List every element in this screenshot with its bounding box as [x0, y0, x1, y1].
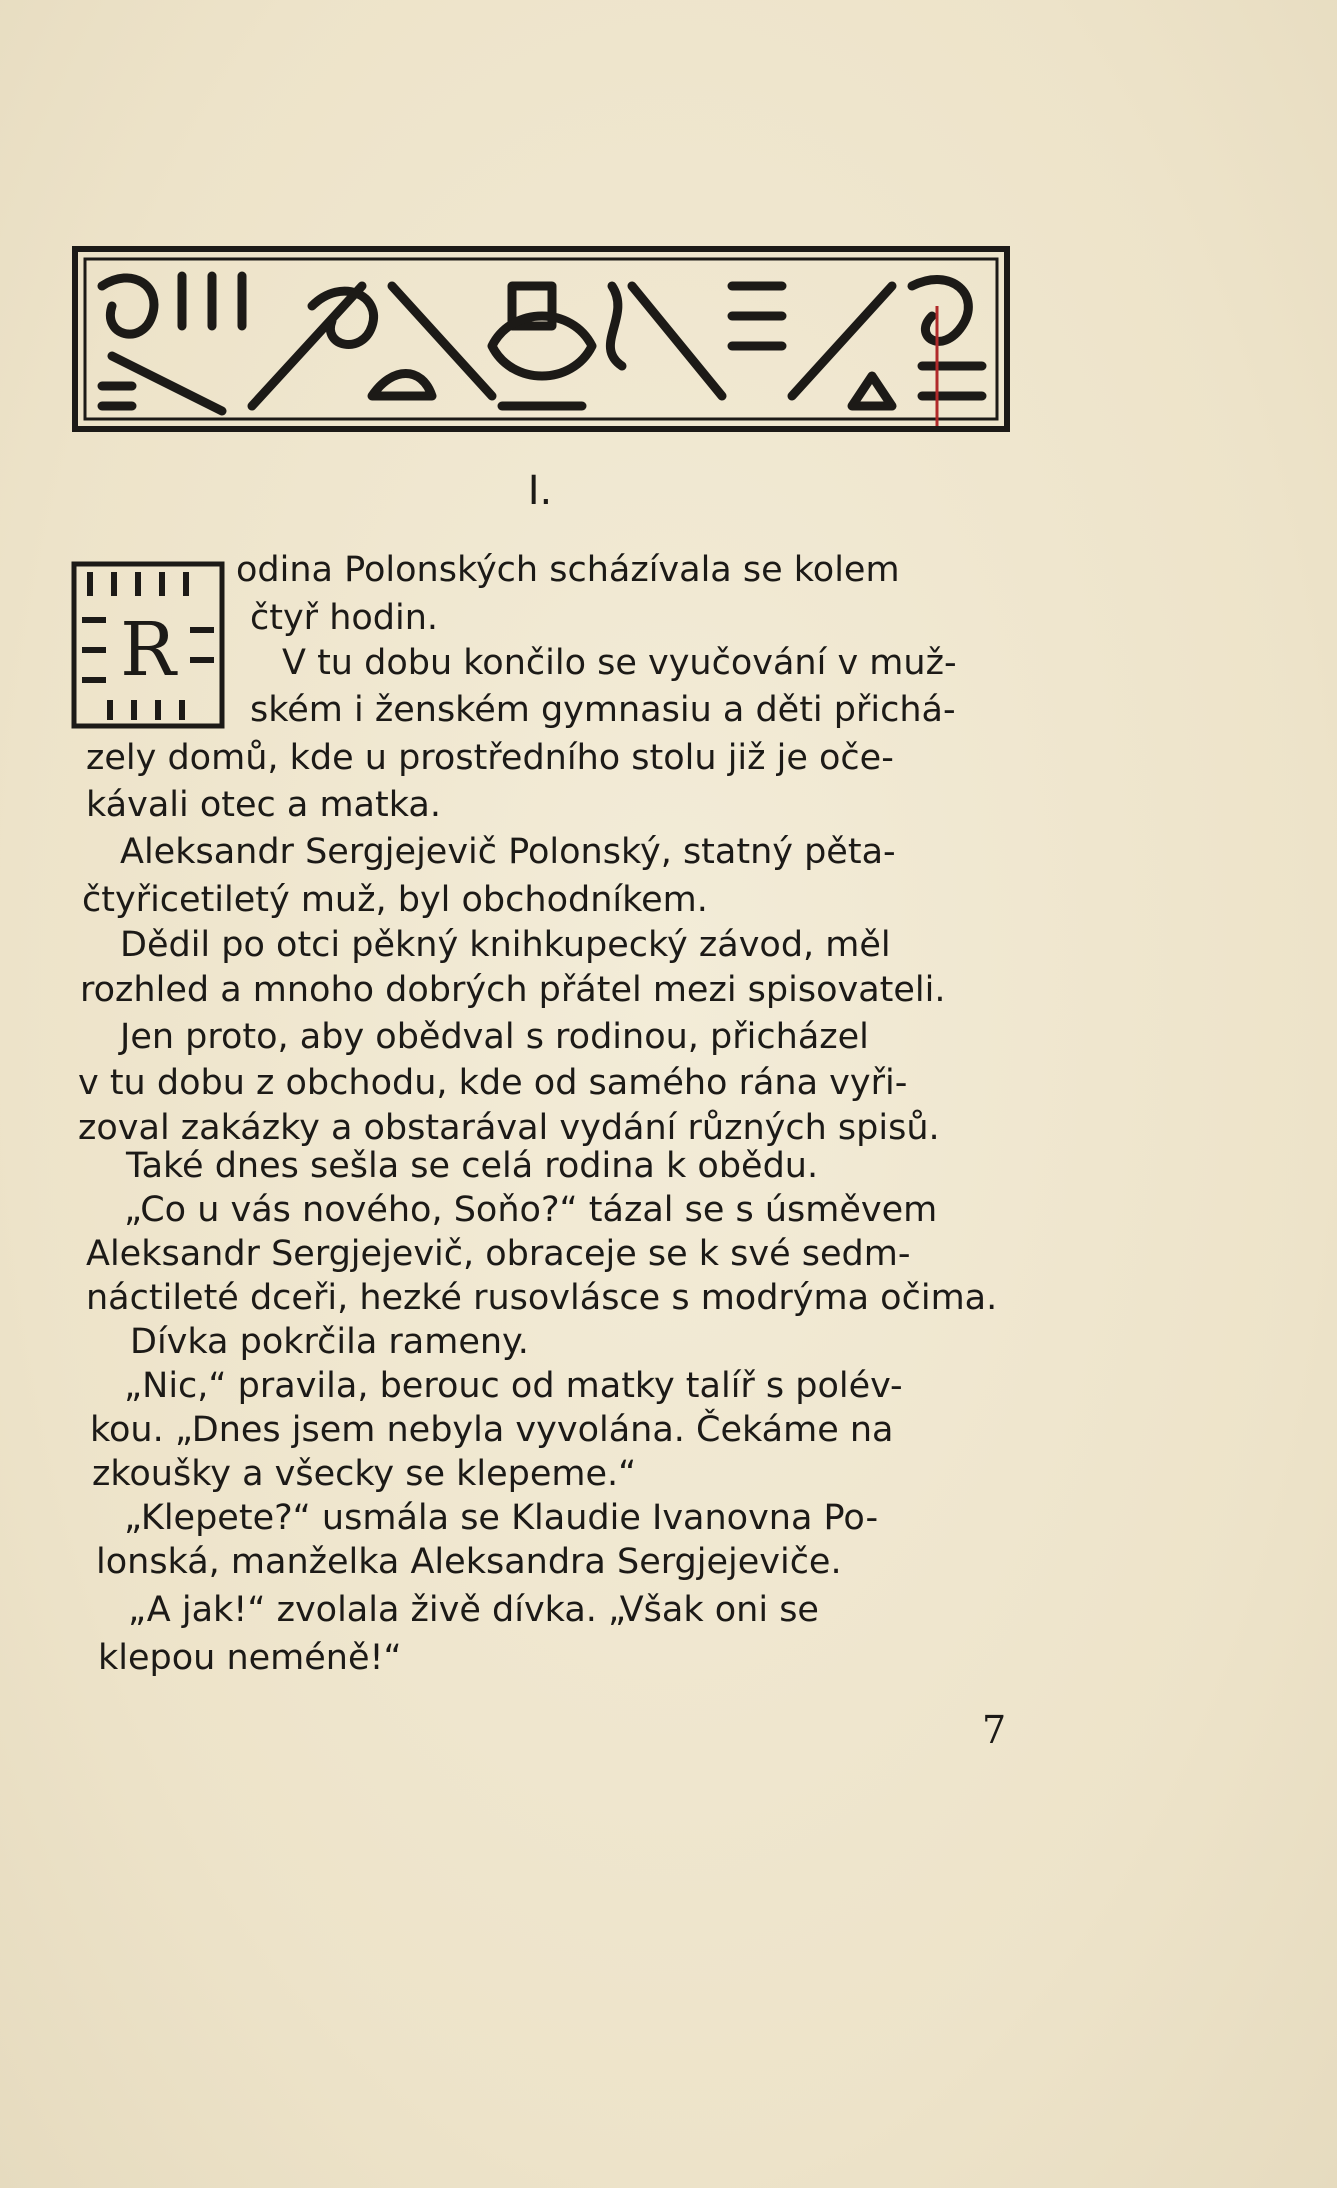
text-line: V tu dobu končilo se vyučování v muž-	[282, 643, 957, 683]
text-line: „A jak!“ zvolala živě dívka. „Však oni se	[128, 1590, 819, 1630]
text-line: čtyř hodin.	[250, 598, 439, 638]
text-line: ském i ženském gymnasiu a děti přichá-	[250, 690, 956, 730]
text-line: Dědil po otci pěkný knihkupecký závod, měl	[120, 925, 891, 965]
ornament-header	[72, 246, 1010, 432]
text-line: rozhled a mnoho dobrých přátel mezi spisovateli.	[80, 970, 946, 1010]
text-line: lonská, manželka Aleksandra Sergjejeviče.	[96, 1542, 842, 1582]
text-line: Jen proto, aby obědval s rodinou, přicházel	[120, 1017, 869, 1057]
page-number: 7	[982, 1708, 1007, 1752]
text-line: zely domů, kde u prostředního stolu již je oče-	[86, 738, 894, 778]
text-line: náctileté dceři, hezké rusovlásce s modrýma očima.	[86, 1278, 998, 1318]
text-line: odina Polonských scházívala se kolem	[236, 550, 900, 590]
text-line: „Klepete?“ usmála se Klaudie Ivanovna Po-	[124, 1498, 879, 1538]
dropcap-letter: R	[120, 607, 176, 693]
text-line: Také dnes sešla se celá rodina k obědu.	[126, 1146, 819, 1186]
text-line: zkoušky a všecky se klepeme.“	[92, 1454, 637, 1494]
text-line: zoval zakázky a obstarával vydání různých spisů.	[78, 1108, 940, 1148]
text-line: čtyřicetiletý muž, byl obchodníkem.	[82, 880, 708, 920]
text-line: „Nic,“ pravila, berouc od matky talíř s polév-	[124, 1366, 903, 1406]
chapter-number: I.	[527, 468, 553, 514]
text-line: v tu dobu z obchodu, kde od samého rána vyři-	[78, 1063, 908, 1103]
text-line: Aleksandr Sergjejevič Polonský, statný pěta-	[120, 832, 896, 872]
dropcap-initial	[70, 560, 226, 730]
text-line: Dívka pokrčila rameny.	[130, 1322, 529, 1362]
text-line: klepou neméně!“	[98, 1638, 402, 1678]
text-line: kávali otec a matka.	[86, 785, 441, 825]
text-line: Aleksandr Sergjejevič, obraceje se k své sedm-	[86, 1234, 911, 1274]
text-line: „Co u vás nového, Soňo?“ tázal se s úsměvem	[124, 1190, 938, 1230]
text-line: kou. „Dnes jsem nebyla vyvolána. Čekáme na	[90, 1410, 894, 1450]
